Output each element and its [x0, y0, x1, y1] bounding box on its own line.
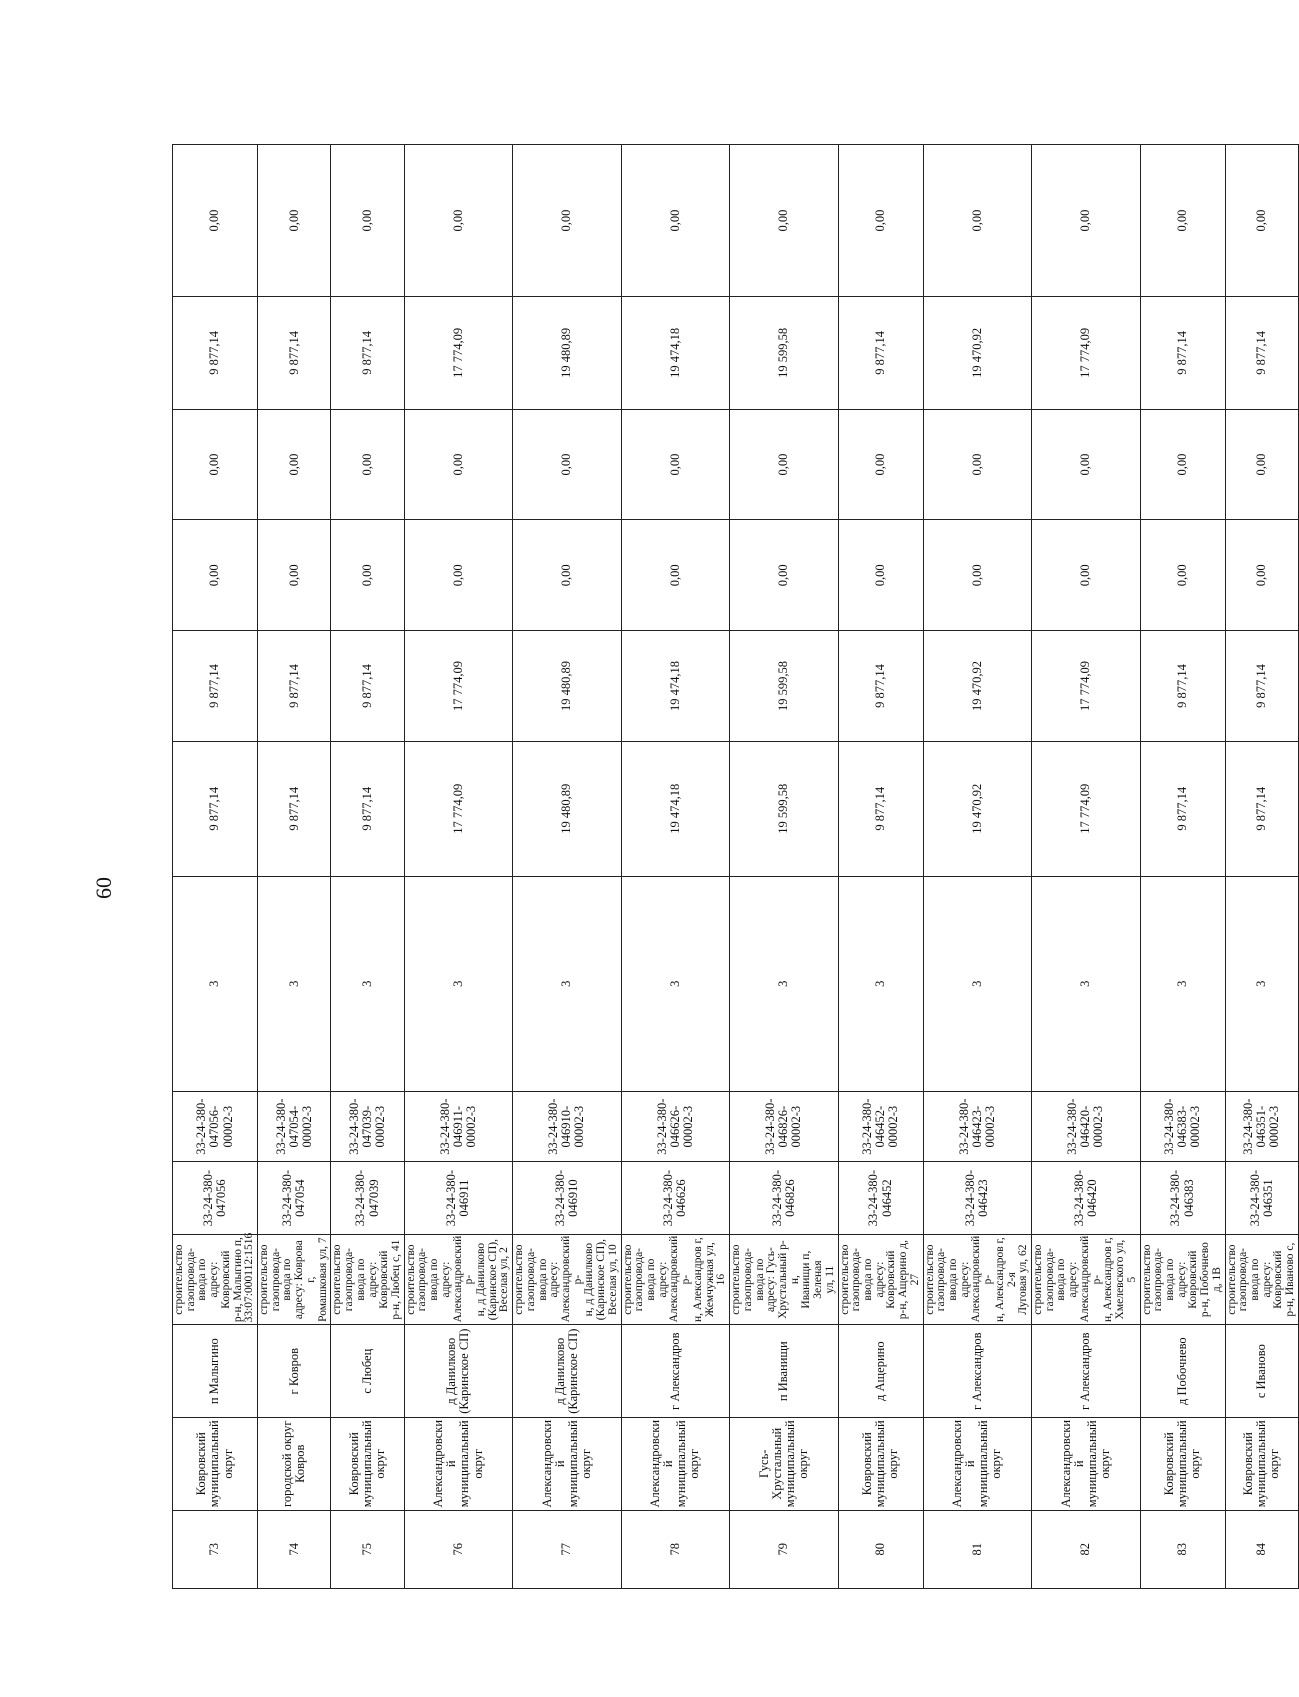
value-4-cell: 0,00: [258, 409, 331, 520]
value-6-cell: 0,00: [404, 145, 512, 297]
category-cell: 3: [1032, 876, 1140, 1091]
value-5-cell: 9 877,14: [258, 297, 331, 410]
value-5-cell: 19 470,92: [923, 297, 1031, 410]
value-6-cell: 0,00: [331, 145, 404, 297]
value-6-cell: 0,00: [1140, 145, 1225, 297]
value-2-cell: 19 599,58: [730, 631, 838, 742]
full-code-cell: 33-24-380- 046452- 00002-3: [838, 1091, 923, 1161]
description-cell: строительство газопровода-ввода по адресу: Ковровский р-н, Малыгино п, 33:07:000112:1516: [173, 1234, 258, 1325]
row-number-cell: 84: [1225, 1510, 1298, 1588]
full-code-cell: 33-24-380- 046826- 00002-3: [730, 1091, 838, 1161]
locality-cell: г Александров: [923, 1325, 1031, 1418]
value-3-cell: 0,00: [730, 520, 838, 631]
full-code-cell: 33-24-380- 047054- 00002-3: [258, 1091, 331, 1161]
value-5-cell: 9 877,14: [1225, 297, 1298, 410]
district-cell: Александровски й муниципальный округ: [404, 1417, 512, 1510]
value-1-cell: 19 470,92: [923, 741, 1031, 876]
value-1-cell: 19 480,89: [513, 741, 621, 876]
value-2-cell: 9 877,14: [1225, 631, 1298, 742]
value-1-cell: 9 877,14: [838, 741, 923, 876]
value-1-cell: 9 877,14: [1140, 741, 1225, 876]
value-1-cell: 19 599,58: [730, 741, 838, 876]
district-cell: Александровски й муниципальный округ: [621, 1417, 729, 1510]
description-cell: строительство газопровода-ввода по адресу: Александровский р- н, д Данилково (Каринское СП), Веселая ул, 2: [404, 1234, 512, 1325]
value-1-cell: 17 774,09: [1032, 741, 1140, 876]
description-cell: строительство газопровода-ввода по адресу: Ковровский р-н, Побочнево д, 1В: [1140, 1234, 1225, 1325]
locality-cell: г Александров: [1032, 1325, 1140, 1418]
value-3-cell: 0,00: [1032, 520, 1140, 631]
row-number-cell: 81: [923, 1510, 1031, 1588]
table-row: [404, 145, 512, 1589]
district-cell: Александровски й муниципальный округ: [923, 1417, 1031, 1510]
code-cell: 33-24-380- 047039: [331, 1162, 404, 1234]
category-cell: 3: [173, 876, 258, 1091]
code-cell: 33-24-380- 046826: [730, 1162, 838, 1234]
category-cell: 3: [1225, 876, 1298, 1091]
table-row: [1225, 145, 1298, 1589]
district-cell: Ковровский муниципальный округ: [1140, 1417, 1225, 1510]
value-4-cell: 0,00: [331, 409, 404, 520]
value-6-cell: 0,00: [923, 145, 1031, 297]
value-6-cell: 0,00: [730, 145, 838, 297]
description-cell: строительство газопровода-ввода по адресу: Гусь- Хрустальный р-н, Иванищи п, Зеленая ул, 11: [730, 1234, 838, 1325]
category-cell: 3: [404, 876, 512, 1091]
row-number-cell: 77: [513, 1510, 621, 1588]
full-code-cell: 33-24-380- 046383- 00002-3: [1140, 1091, 1225, 1161]
value-4-cell: 0,00: [621, 409, 729, 520]
locality-cell: д Данилково (Каринское СП): [513, 1325, 621, 1418]
description-cell: строительство газопровода-ввода по адресу: Александровский р- н, д Данилково (Каринское СП), Веселая ул, 10: [513, 1234, 621, 1325]
district-cell: Ковровский муниципальный округ: [1225, 1417, 1298, 1510]
category-cell: 3: [331, 876, 404, 1091]
table-row: [730, 145, 838, 1589]
value-6-cell: 0,00: [1225, 145, 1298, 297]
locality-cell: с Иваново: [1225, 1325, 1298, 1418]
category-cell: 3: [621, 876, 729, 1091]
value-1-cell: 9 877,14: [1225, 741, 1298, 876]
full-code-cell: 33-24-380- 046420- 00002-3: [1032, 1091, 1140, 1161]
full-code-cell: 33-24-380- 046626- 00002-3: [621, 1091, 729, 1161]
value-3-cell: 0,00: [258, 520, 331, 631]
district-cell: Ковровский муниципальный округ: [838, 1417, 923, 1510]
value-5-cell: 9 877,14: [331, 297, 404, 410]
data-table: [172, 144, 1299, 1589]
value-1-cell: 17 774,09: [404, 741, 512, 876]
description-cell: строительство газопровода-ввода по адресу: Ковровский р-н, Иваново с,: [1225, 1234, 1298, 1325]
value-3-cell: 0,00: [1225, 520, 1298, 631]
table-row: [1140, 145, 1225, 1589]
row-number-cell: 83: [1140, 1510, 1225, 1588]
value-2-cell: 9 877,14: [838, 631, 923, 742]
value-3-cell: 0,00: [331, 520, 404, 631]
value-4-cell: 0,00: [838, 409, 923, 520]
row-number-cell: 73: [173, 1510, 258, 1588]
page-number: 60: [91, 877, 116, 899]
district-cell: Ковровский муниципальный округ: [331, 1417, 404, 1510]
category-cell: 3: [513, 876, 621, 1091]
row-number-cell: 79: [730, 1510, 838, 1588]
description-cell: строительство газопровода-ввода по адресу: Ковровский р-н, Ащерино д, 27: [838, 1234, 923, 1325]
full-code-cell: 33-24-380- 046911- 00002-3: [404, 1091, 512, 1161]
category-cell: 3: [838, 876, 923, 1091]
category-cell: 3: [730, 876, 838, 1091]
description-cell: строительство газопровода-ввода по адресу: Ковровский р-н, Любец с, 41: [331, 1234, 404, 1325]
value-5-cell: 9 877,14: [838, 297, 923, 410]
full-code-cell: 33-24-380- 047056- 00002-3: [173, 1091, 258, 1161]
value-3-cell: 0,00: [838, 520, 923, 631]
locality-cell: п Иванищи: [730, 1325, 838, 1418]
value-2-cell: 9 877,14: [173, 631, 258, 742]
value-4-cell: 0,00: [1032, 409, 1140, 520]
value-6-cell: 0,00: [258, 145, 331, 297]
value-4-cell: 0,00: [404, 409, 512, 520]
row-number-cell: 78: [621, 1510, 729, 1588]
table-row: [331, 145, 404, 1589]
row-number-cell: 74: [258, 1510, 331, 1588]
locality-cell: г Александров: [621, 1325, 729, 1418]
code-cell: 33-24-380- 046420: [1032, 1162, 1140, 1234]
value-1-cell: 19 474,18: [621, 741, 729, 876]
value-1-cell: 9 877,14: [258, 741, 331, 876]
value-6-cell: 0,00: [838, 145, 923, 297]
value-5-cell: 17 774,09: [1032, 297, 1140, 410]
value-2-cell: 17 774,09: [404, 631, 512, 742]
value-3-cell: 0,00: [513, 520, 621, 631]
description-cell: строительство газопровода-ввода по адресу: Александровский р- н, Александров г, 2-я Луговая ул, 62: [923, 1234, 1031, 1325]
value-3-cell: 0,00: [923, 520, 1031, 631]
value-2-cell: 19 470,92: [923, 631, 1031, 742]
category-cell: 3: [258, 876, 331, 1091]
value-4-cell: 0,00: [1225, 409, 1298, 520]
locality-cell: п Малыгино: [173, 1325, 258, 1418]
locality-cell: с Любец: [331, 1325, 404, 1418]
code-cell: 33-24-380- 046452: [838, 1162, 923, 1234]
table-row: [513, 145, 621, 1589]
table-row: [258, 145, 331, 1589]
code-cell: 33-24-380- 047056: [173, 1162, 258, 1234]
locality-cell: д Данилково (Каринское СП): [404, 1325, 512, 1418]
code-cell: 33-24-380- 046626: [621, 1162, 729, 1234]
description-cell: строительство газопровода-ввода по адресу: Александровский р- н, Александров г, Хмелевского ул, 5: [1032, 1234, 1140, 1325]
value-4-cell: 0,00: [730, 409, 838, 520]
code-cell: 33-24-380- 046351: [1225, 1162, 1298, 1234]
value-3-cell: 0,00: [621, 520, 729, 631]
full-code-cell: 33-24-380- 047039- 00002-3: [331, 1091, 404, 1161]
value-3-cell: 0,00: [404, 520, 512, 631]
value-4-cell: 0,00: [923, 409, 1031, 520]
category-cell: 3: [1140, 876, 1225, 1091]
value-4-cell: 0,00: [1140, 409, 1225, 520]
value-2-cell: 9 877,14: [331, 631, 404, 742]
value-2-cell: 17 774,09: [1032, 631, 1140, 742]
code-cell: 33-24-380- 046423: [923, 1162, 1031, 1234]
district-cell: Александровски й муниципальный округ: [513, 1417, 621, 1510]
locality-cell: г Ковров: [258, 1325, 331, 1418]
value-4-cell: 0,00: [173, 409, 258, 520]
category-cell: 3: [923, 876, 1031, 1091]
table-row: [621, 145, 729, 1589]
district-cell: Гусь- Хрустальный муниципальный округ: [730, 1417, 838, 1510]
value-3-cell: 0,00: [1140, 520, 1225, 631]
code-cell: 33-24-380- 047054: [258, 1162, 331, 1234]
district-cell: Ковровский муниципальный округ: [173, 1417, 258, 1510]
value-1-cell: 9 877,14: [331, 741, 404, 876]
code-cell: 33-24-380- 046383: [1140, 1162, 1225, 1234]
table-row: [923, 145, 1031, 1589]
full-code-cell: 33-24-380- 046910- 00002-3: [513, 1091, 621, 1161]
table-container: [172, 144, 1297, 1589]
code-cell: 33-24-380- 046910: [513, 1162, 621, 1234]
code-cell: 33-24-380- 046911: [404, 1162, 512, 1234]
description-cell: строительство газопровода-ввода по адресу: Коврова г, Ромашковая ул, 7: [258, 1234, 331, 1325]
value-5-cell: 9 877,14: [1140, 297, 1225, 410]
row-number-cell: 75: [331, 1510, 404, 1588]
value-5-cell: 19 480,89: [513, 297, 621, 410]
value-4-cell: 0,00: [513, 409, 621, 520]
locality-cell: д Ащерино: [838, 1325, 923, 1418]
value-6-cell: 0,00: [621, 145, 729, 297]
row-number-cell: 76: [404, 1510, 512, 1588]
value-6-cell: 0,00: [173, 145, 258, 297]
table-body: [173, 145, 1299, 1589]
table-row: [1032, 145, 1140, 1589]
district-cell: городской округ Ковров: [258, 1417, 331, 1510]
table-row: [838, 145, 923, 1589]
full-code-cell: 33-24-380- 046351- 00002-3: [1225, 1091, 1298, 1161]
value-2-cell: 19 474,18: [621, 631, 729, 742]
value-6-cell: 0,00: [513, 145, 621, 297]
value-6-cell: 0,00: [1032, 145, 1140, 297]
value-1-cell: 9 877,14: [173, 741, 258, 876]
locality-cell: д Побочнево: [1140, 1325, 1225, 1418]
full-code-cell: 33-24-380- 046423- 00002-3: [923, 1091, 1031, 1161]
value-2-cell: 9 877,14: [258, 631, 331, 742]
table-row: [173, 145, 258, 1589]
value-5-cell: 19 474,18: [621, 297, 729, 410]
value-2-cell: 9 877,14: [1140, 631, 1225, 742]
value-5-cell: 9 877,14: [173, 297, 258, 410]
value-3-cell: 0,00: [173, 520, 258, 631]
row-number-cell: 80: [838, 1510, 923, 1588]
value-5-cell: 19 599,58: [730, 297, 838, 410]
district-cell: Александровски й муниципальный округ: [1032, 1417, 1140, 1510]
description-cell: строительство газопровода-ввода по адресу: Александровский р- н, Александров г, Жемчужная ул, 16: [621, 1234, 729, 1325]
value-2-cell: 19 480,89: [513, 631, 621, 742]
value-5-cell: 17 774,09: [404, 297, 512, 410]
row-number-cell: 82: [1032, 1510, 1140, 1588]
